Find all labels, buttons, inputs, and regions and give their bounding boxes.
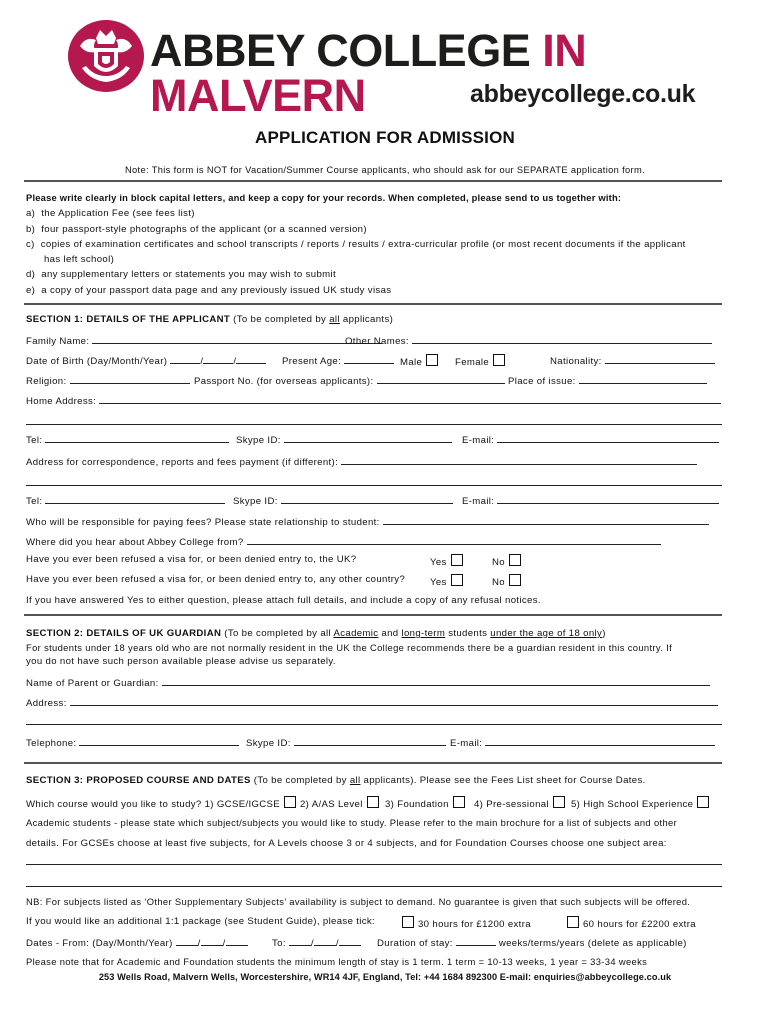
nationality-field[interactable]: Nationality: [550, 354, 715, 367]
brand-name-dark: ABBEY COLLEGE [150, 25, 531, 76]
religion-field[interactable]: Religion: [26, 374, 190, 387]
divider [24, 762, 722, 764]
home-address-field[interactable]: Home Address: [26, 394, 721, 407]
male-checkbox[interactable]: Male [400, 354, 438, 368]
home-address-line-2[interactable] [26, 424, 722, 425]
college-crest-icon [66, 16, 146, 96]
website: abbeycollege.co.uk [470, 80, 696, 108]
correspondence-address-line-2[interactable] [26, 485, 722, 486]
visa-uk-no-checkbox[interactable]: No [492, 554, 521, 568]
intro-item-d: d) any supplementary letters or statements you may wish to submit [26, 269, 336, 280]
brand-name-pink: IN MALVERN [150, 25, 587, 121]
section3-heading: SECTION 3: PROPOSED COURSE AND DATES (To be completed by all applicants). Please see the Fees List sheet for Course Dates. [26, 775, 646, 786]
divider [24, 614, 722, 616]
divider [24, 303, 722, 305]
tel-field[interactable]: Tel: [26, 433, 229, 446]
email-field[interactable]: E-mail: [462, 433, 719, 446]
course-high-school-checkbox[interactable]: 5) High School Experience [571, 796, 709, 810]
subjects-line-1[interactable] [26, 864, 722, 865]
guardian-paragraph-line-1: For students under 18 years old who are not normally resident in the UK the College recommends there be a guardian resident in this country. If [26, 642, 673, 653]
course-presessional-checkbox[interactable]: 4) Pre-sessional [474, 796, 565, 810]
intro-item-a: a) the Application Fee (see fees list) [26, 208, 195, 219]
fees-responsibility-field[interactable]: Who will be responsible for paying fees? Please state relationship to student: [26, 515, 709, 528]
course-foundation-checkbox[interactable]: 3) Foundation [385, 796, 465, 810]
refusal-note: If you have answered Yes to either question, please attach full details, and include a copy of any refusal notices. [26, 595, 541, 606]
academic-note-line-2: details. For GCSEs choose at least five subjects, for A Levels choose 3 or 4 subjects, and for Foundation Courses choose one subject area: [26, 838, 667, 849]
visa-other-question: Have you ever been refused a visa for, or been denied entry to, any other country? [26, 574, 406, 585]
intro-item-c: c) copies of examination certificates and school transcripts / reports / results / extra-curricular profile (or most recent documents if the applicant [26, 239, 686, 250]
subjects-line-2[interactable] [26, 886, 722, 887]
hear-about-field[interactable]: Where did you hear about Abbey College from? [26, 535, 661, 548]
academic-note-line-1: Academic students - please state which subject/subjects you would like to study. Please refer to the main brochure for a list of subjects and other [26, 817, 678, 828]
intro-item-b: b) four passport-style photographs of the applicant (or a scanned version) [26, 224, 367, 235]
other-names-field[interactable]: Other Names: [345, 334, 712, 347]
dates-to-field[interactable]: To: / / [272, 936, 361, 949]
package-question: If you would like an additional 1:1 package (see Student Guide), please tick: [26, 916, 376, 927]
intro-heading: Please write clearly in block capital letters, and keep a copy for your records. When completed, please send to us together with: [26, 192, 622, 203]
section2-heading: SECTION 2: DETAILS OF UK GUARDIAN (To be completed by all Academic and long-term students under the age of 18 only) [26, 628, 606, 639]
footer-address: 253 Wells Road, Malvern Wells, Worcestershire, WR14 4JF, England, Tel: +44 1684 892300 E-mail: enquiries@abbeycollege.co.uk [98, 972, 672, 982]
correspondence-email-field[interactable]: E-mail: [462, 494, 719, 507]
guardian-address-field[interactable]: Address: [26, 696, 718, 709]
section1-heading: SECTION 1: DETAILS OF THE APPLICANT (To be completed by all applicants) [26, 314, 394, 325]
dob-field[interactable]: Date of Birth (Day/Month/Year) / / [26, 354, 266, 367]
family-name-field[interactable]: Family Name: [26, 334, 382, 347]
form-title: APPLICATION FOR ADMISSION [255, 128, 515, 147]
visa-uk-yes-checkbox[interactable]: Yes [430, 554, 463, 568]
correspondence-tel-field[interactable]: Tel: [26, 494, 225, 507]
visa-other-yes-checkbox[interactable]: Yes [430, 574, 463, 588]
form-note: Note: This form is NOT for Vacation/Summer Course applicants, who should ask for our SEPARATE application form. [124, 165, 646, 175]
visa-other-no-checkbox[interactable]: No [492, 574, 521, 588]
supplementary-subjects-note: NB: For subjects listed as ‘Other Supplementary Subjects’ availability is subject to demand. No guarantee is given that such subjects will be offered. [26, 896, 691, 907]
intro-item-e: e) a copy of your passport data page and any previously issued UK study visas [26, 285, 392, 296]
guardian-telephone-field[interactable]: Telephone: [26, 736, 239, 749]
place-of-issue-field[interactable]: Place of issue: [508, 374, 707, 387]
passport-field[interactable]: Passport No. (for overseas applicants): [194, 374, 505, 387]
course-alevel-checkbox[interactable]: 2) A/AS Level [300, 796, 379, 810]
intro-item-c-cont: has left school) [44, 254, 115, 265]
divider [24, 180, 722, 182]
duration-field[interactable]: Duration of stay: weeks/terms/years (delete as applicable) [377, 938, 687, 949]
correspondence-address-field[interactable]: Address for correspondence, reports and fees payment (if different): [26, 455, 697, 468]
guardian-address-line-2[interactable] [26, 724, 722, 725]
present-age-field[interactable]: Present Age: [282, 354, 394, 367]
guardian-paragraph-line-2: you do not have such person available please advise us separately. [26, 656, 336, 667]
guardian-email-field[interactable]: E-mail: [450, 736, 715, 749]
skype-field[interactable]: Skype ID: [236, 433, 452, 446]
dates-from-field[interactable]: Dates - From: (Day/Month/Year) / / [26, 936, 248, 949]
female-checkbox[interactable]: Female [455, 354, 505, 368]
guardian-skype-field[interactable]: Skype ID: [246, 736, 446, 749]
course-gcse-checkbox[interactable]: Which course would you like to study? 1) GCSE/IGCSE [26, 796, 296, 810]
package-60-hours-checkbox[interactable]: 60 hours for £2200 extra [567, 916, 696, 930]
correspondence-skype-field[interactable]: Skype ID: [233, 494, 453, 507]
package-30-hours-checkbox[interactable]: 30 hours for £1200 extra [402, 916, 531, 930]
minimum-stay-note: Please note that for Academic and Foundation students the minimum length of stay is 1 term. 1 term = 10-13 weeks, 1 year = 33-34 weeks [26, 956, 648, 967]
guardian-name-field[interactable]: Name of Parent or Guardian: [26, 676, 710, 689]
visa-uk-question: Have you ever been refused a visa for, or been denied entry to, the UK? [26, 554, 357, 565]
